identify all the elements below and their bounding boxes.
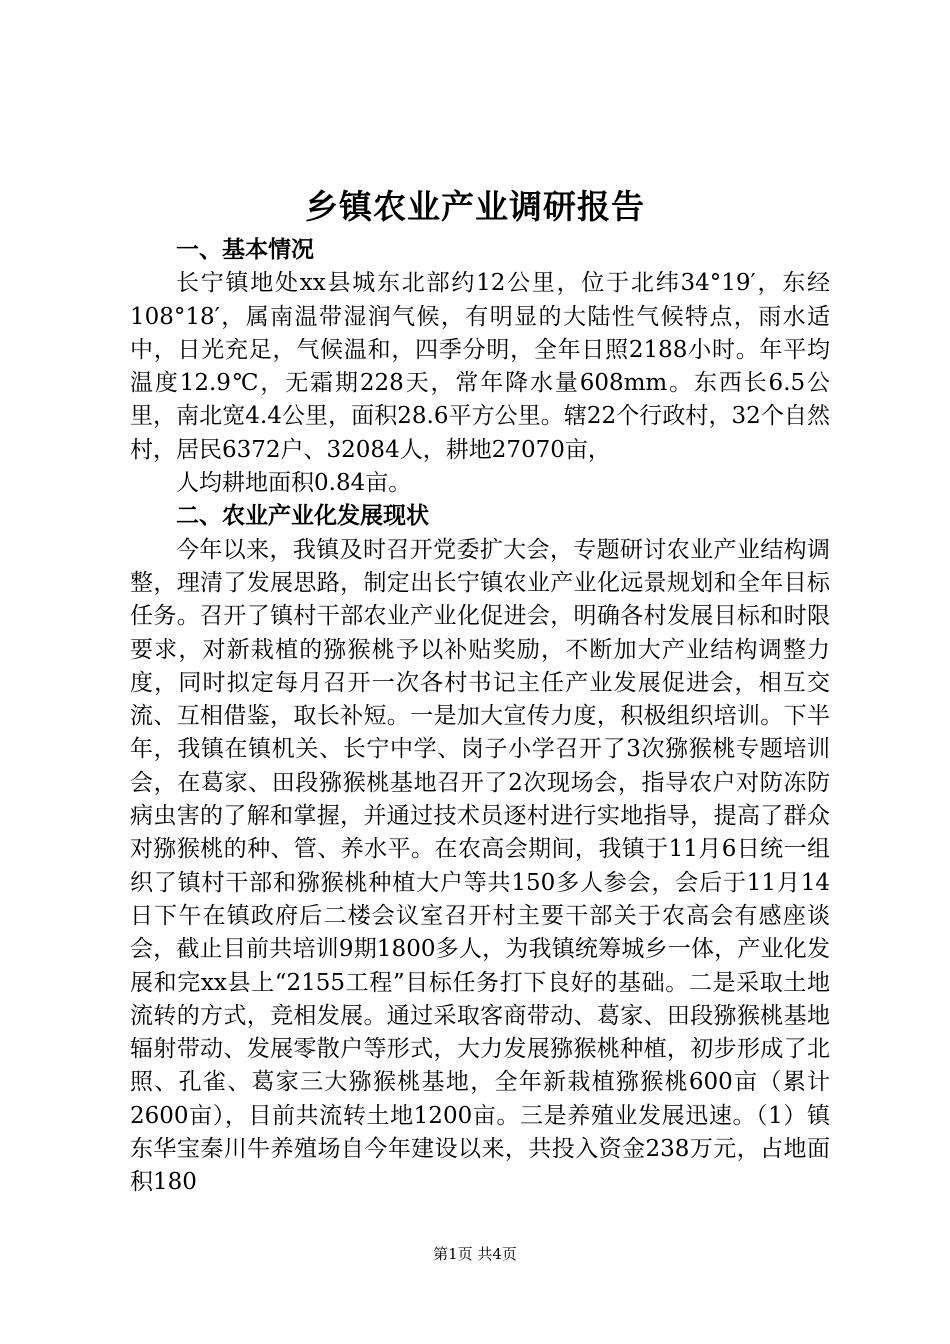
document-body bbox=[130, 234, 830, 1200]
document-title: 乡镇农业产业调研报告 bbox=[305, 187, 645, 226]
paragraph-basic-info-1: 长宁镇地处xx县城东北部约12公里，位于北纬34°19′，东经108°18′，属南温带湿润气候，有明显的大陆性气候特点，雨水适中，日光充足，气候温和，四季分明，全年日照2188小时。年平均温度12.9℃，无霜期228天，常年降水量608mm。东西长6.5公里，南北宽4.4公里，面积28.6平方公里。辖22个行政村，32个自然村，居民6372户、32084人，耕地27070亩， bbox=[130, 270, 830, 463]
section-heading-basic-info: 一、基本情况 bbox=[176, 237, 314, 263]
section-heading-industrialization: 二、农业产业化发展现状 bbox=[176, 503, 429, 530]
paragraph-industrialization-1: 今年以来，我镇及时召开党委扩大会，专题研讨农业产业结构调整，理清了发展思路，制定出长宁镇农业产业化远景规划和全年目标任务。召开了镇村干部农业产业化促进会，明确各村发展目标和时限要求，对新栽植的猕猴桃予以补贴奖励，不断加大产业结构调整力度，同时拟定每月召开一次各村书记主任产业发展促进会，相互交流、互相借鉴，取长补短。一是加大宣传力度，积极组织培训。下半年，我镇在镇机关、长宁中学、岗子小学召开了3次猕猴桃专题培训会，在葛家、田段猕猴桃基地召开了2次现场会，指导农户对防冻防病虫害的了解和掌握，并通过技术员逐村进行实地指导，提高了群众对猕猴桃的种、管、养水平。在农高会期间，我镇于11月6日统一组织了镇村干部和猕猴桃种植大户等共150多人参会，会后于11月14日下午在镇政府后二楼会议室召开村主要干部关于农高会有感座谈会，截止目前共培训9期1800多人，为我镇统筹城乡一体，产业化发展和完xx县上“2155工程”目标任务打下良好的基础。二是采取土地流转的方式，竞相发展。通过采取客商带动、葛家、田段猕猴桃基地辐射带动、发展零散户等形式，大力发展猕猴桃种植，初步形成了北照、孔雀、葛家三大猕猴桃基地，全年新栽植猕猴桃600亩（累计2600亩），目前共流转土地1200亩。三是养殖业发展迅速。（1）镇东华宝秦川牛养殖场自今年建设以来，共投入资金238万元，占地面积180 bbox=[130, 536, 830, 1196]
paragraph-basic-info-2: 人均耕地面积0.84亩。 bbox=[176, 470, 412, 497]
page-footer: 第1页 共4页 bbox=[433, 1245, 517, 1263]
